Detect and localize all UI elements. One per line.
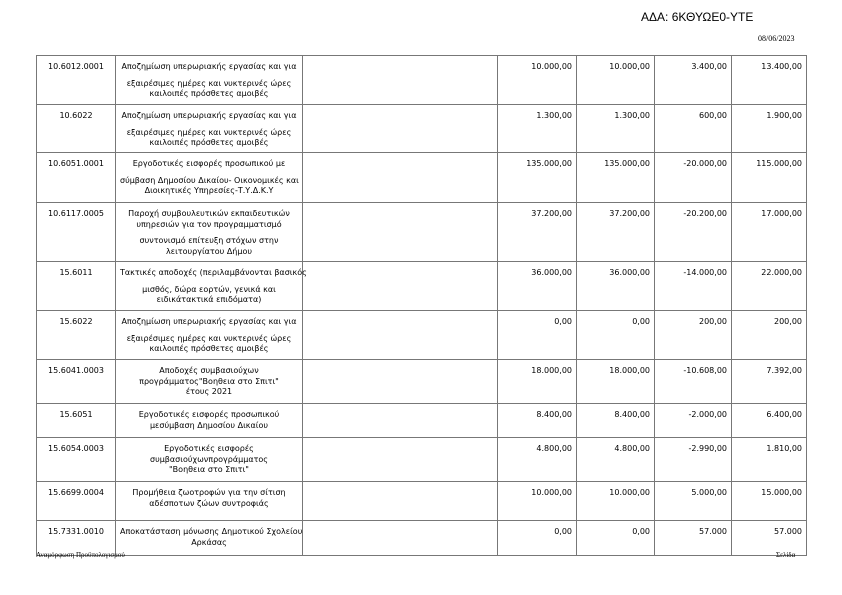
amount-v2: 1.300,00 <box>577 105 655 153</box>
amount-v4: 6.400,00 <box>732 404 807 438</box>
amount-v2: 37.200,00 <box>577 203 655 262</box>
account-code: 15.6011 <box>37 262 116 311</box>
description-line: Παροχή συμβουλευτικών εκπαιδευτικών <box>128 209 290 218</box>
description-line: Εργοδοτικές εισφορές <box>164 444 254 453</box>
description-line: Διοικητικές Υπηρεσίες-Τ.Υ.Δ.Κ.Υ <box>144 186 274 195</box>
amount-v4: 1.900,00 <box>732 105 807 153</box>
amount-v3: -2.000,00 <box>655 404 732 438</box>
amount-v4: 115.000,00 <box>732 153 807 203</box>
amount-v2: 10.000,00 <box>577 482 655 521</box>
empty-cell <box>303 360 498 404</box>
table-row <box>37 404 807 438</box>
description-line: σύμβαση Δημοσίου Δικαίου- Οικονομικές και <box>120 175 299 185</box>
account-description <box>116 521 303 556</box>
amount-v4: 200,00 <box>732 311 807 360</box>
amount-v2: 4.800,00 <box>577 438 655 482</box>
account-code: 15.7331.0010 <box>37 521 116 556</box>
table-row <box>37 311 807 360</box>
amount-v3: -20.000,00 <box>655 153 732 203</box>
description-line: καιλοιπές πρόσθετες αμοιβές <box>149 344 269 353</box>
description-line: Εργοδοτικές εισφορές προσωπικού με <box>132 159 286 168</box>
amount-v2: 18.000,00 <box>577 360 655 404</box>
description-line: Προμήθεια ζωοτροφών για την σίτιση <box>132 488 286 497</box>
amount-v1: 0,00 <box>498 311 577 360</box>
description-line: Αρκάσας <box>191 537 227 547</box>
footer-page-label: Σελίδα <box>776 551 796 559</box>
amount-v2: 8.400,00 <box>577 404 655 438</box>
account-code: 10.6012.0001 <box>37 56 116 105</box>
amount-v1: 10.000,00 <box>498 482 577 521</box>
footer-title: Αναμόρφωση Προϋπολογισμού <box>36 551 125 559</box>
account-description <box>116 404 303 438</box>
account-description <box>116 56 303 105</box>
description-line: καιλοιπές πρόσθετες αμοιβές <box>149 138 269 147</box>
description-line: Αποζημίωση υπερωριακής εργασίας και για <box>121 62 297 71</box>
amount-v3: 200,00 <box>655 311 732 360</box>
account-code: 15.6041.0003 <box>37 360 116 404</box>
account-description <box>116 153 303 203</box>
amount-v2: 10.000,00 <box>577 56 655 105</box>
table-row <box>37 438 807 482</box>
account-description <box>116 482 303 521</box>
amount-v3: -2.990,00 <box>655 438 732 482</box>
table-row <box>37 153 807 203</box>
amount-v1: 135.000,00 <box>498 153 577 203</box>
amount-v4: 13.400,00 <box>732 56 807 105</box>
empty-cell <box>303 262 498 311</box>
account-code: 15.6699.0004 <box>37 482 116 521</box>
empty-cell <box>303 105 498 153</box>
description-line: έτους 2021 <box>185 387 233 396</box>
description-line: καιλοιπές πρόσθετες αμοιβές <box>149 89 269 98</box>
budget-table-body <box>37 56 807 556</box>
amount-v4: 1.810,00 <box>732 438 807 482</box>
account-code: 15.6054.0003 <box>37 438 116 482</box>
document-date: 08/06/2023 <box>758 34 795 43</box>
amount-v1: 4.800,00 <box>498 438 577 482</box>
account-description <box>116 311 303 360</box>
amount-v2: 0,00 <box>577 311 655 360</box>
amount-v1: 18.000,00 <box>498 360 577 404</box>
description-line: λειτουργίατου Δήμου <box>166 246 252 256</box>
account-description <box>116 262 307 311</box>
description-line: συντονισμό επίτευξη στόχων στην <box>139 236 279 245</box>
amount-v3: -20.200,00 <box>655 203 732 262</box>
amount-v2: 135.000,00 <box>577 153 655 203</box>
table-row <box>37 105 807 153</box>
amount-v3: 600,00 <box>655 105 732 153</box>
amount-v1: 36.000,00 <box>498 262 577 311</box>
description-line: προγράμματος"Βοηθεια στο Σπιτι" <box>139 376 279 386</box>
empty-cell <box>303 153 498 203</box>
amount-v1: 0,00 <box>498 521 577 556</box>
amount-v3: 57.000 <box>655 521 732 556</box>
account-description <box>116 203 303 262</box>
empty-cell <box>303 56 498 105</box>
amount-v2: 36.000,00 <box>577 262 655 311</box>
amount-v1: 8.400,00 <box>498 404 577 438</box>
account-code: 15.6022 <box>37 311 116 360</box>
table-row <box>37 482 807 521</box>
description-line: ειδικάτακτικά επιδόματα) <box>156 295 262 304</box>
empty-cell <box>303 404 498 438</box>
description-line: Αποδοχές συμβασιούχων <box>159 366 259 375</box>
empty-cell <box>303 311 498 360</box>
account-code: 10.6022 <box>37 105 116 153</box>
amount-v2: 0,00 <box>577 521 655 556</box>
table-row <box>37 262 807 311</box>
ada-number: ΑΔΑ: 6ΚΘΥΩΕ0-ΥΤΕ <box>641 10 754 24</box>
amount-v1: 37.200,00 <box>498 203 577 262</box>
empty-cell <box>303 482 498 521</box>
description-line: "Βοηθεια στο Σπιτι" <box>169 465 249 474</box>
table-row <box>37 360 807 404</box>
description-line: Αποκατάσταση μόνωσης Δημοτικού Σχολείου <box>120 527 303 536</box>
amount-v4: 57.000 <box>732 521 807 556</box>
amount-v3: -14.000,00 <box>655 262 732 311</box>
description-line: εξαιρέσιμες ημέρες και νυκτερινές ώρες <box>126 333 292 343</box>
description-line: υπηρεσιών για τον προγραμματισμό <box>136 219 282 229</box>
account-code: 10.6117.0005 <box>37 203 116 262</box>
account-description <box>116 438 303 482</box>
amount-v4: 7.392,00 <box>732 360 807 404</box>
description-line: Τακτικές αποδοχές (περιλαμβάνονται βασικός <box>120 268 307 277</box>
account-code: 10.6051.0001 <box>37 153 116 203</box>
description-line: εξαιρέσιμες ημέρες και νυκτερινές ώρες <box>126 78 292 88</box>
description-line: μεσύμβαση Δημοσίου Δικαίου <box>149 420 269 430</box>
table-row <box>37 521 807 556</box>
description-line: μισθός, δώρα εορτών, γενικά και <box>142 284 276 294</box>
empty-cell <box>303 521 498 556</box>
budget-table <box>36 55 807 556</box>
description-line: εξαιρέσιμες ημέρες και νυκτερινές ώρες <box>126 127 292 137</box>
description-line: συμβασιούχωνπρογράμματος <box>150 454 268 464</box>
amount-v4: 17.000,00 <box>732 203 807 262</box>
empty-cell <box>303 438 498 482</box>
amount-v4: 22.000,00 <box>732 262 807 311</box>
table-row <box>37 203 807 262</box>
amount-v3: -10.608,00 <box>655 360 732 404</box>
description-line: Αποζημίωση υπερωριακής εργασίας και για <box>121 317 297 326</box>
account-description <box>116 360 303 404</box>
amount-v3: 3.400,00 <box>655 56 732 105</box>
table-row <box>37 56 807 105</box>
description-line: αδέσποτων ζώων συντροφιάς <box>149 498 269 508</box>
description-line: Εργοδοτικές εισφορές προσωπικού <box>138 410 280 419</box>
amount-v4: 15.000,00 <box>732 482 807 521</box>
amount-v3: 5.000,00 <box>655 482 732 521</box>
description-line: Αποζημίωση υπερωριακής εργασίας και για <box>121 111 297 120</box>
account-code: 15.6051 <box>37 404 116 438</box>
amount-v1: 10.000,00 <box>498 56 577 105</box>
amount-v1: 1.300,00 <box>498 105 577 153</box>
account-description <box>116 105 303 153</box>
empty-cell <box>303 203 498 262</box>
